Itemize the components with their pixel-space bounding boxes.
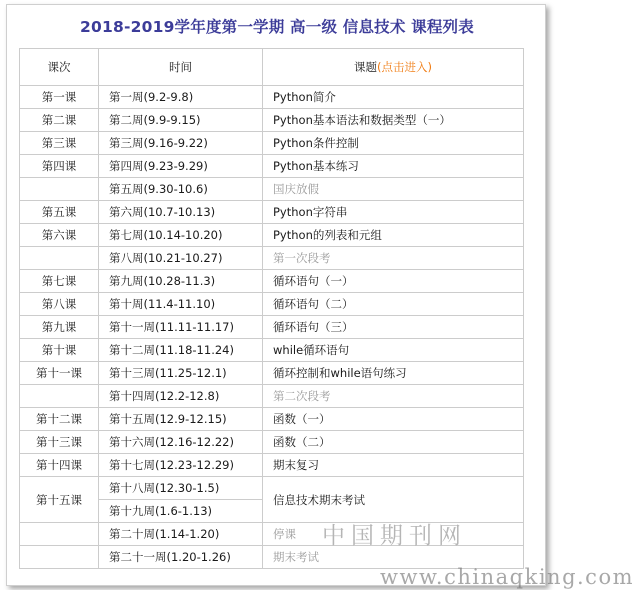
topic-link[interactable]: while循环语句 xyxy=(263,339,524,362)
table-row xyxy=(20,132,524,155)
table-row xyxy=(20,431,524,454)
time-cell: 第一周(9.2-9.8) xyxy=(99,86,263,109)
lesson-cell: 第十三课 xyxy=(20,431,99,454)
topic-link[interactable]: 期末复习 xyxy=(263,454,524,477)
topic-link[interactable]: 循环语句（二） xyxy=(263,293,524,316)
time-cell: 第二周(9.9-9.15) xyxy=(99,109,263,132)
topic-link[interactable]: Python简介 xyxy=(263,86,524,109)
lesson-cell: 第九课 xyxy=(20,316,99,339)
table-row xyxy=(20,477,524,500)
time-cell: 第十三周(11.25-12.1) xyxy=(99,362,263,385)
topic-cell: 国庆放假 xyxy=(263,178,524,201)
lesson-cell: 第十一课 xyxy=(20,362,99,385)
lesson-cell: 第十四课 xyxy=(20,454,99,477)
time-cell: 第四周(9.23-9.29) xyxy=(99,155,263,178)
watermark-cn: 中国期刊网 xyxy=(322,523,467,549)
time-cell: 第七周(10.14-10.20) xyxy=(99,224,263,247)
time-cell: 第十五周(12.9-12.15) xyxy=(99,408,263,431)
time-cell: 第九周(10.28-11.3) xyxy=(99,270,263,293)
lesson-cell: 第六课 xyxy=(20,224,99,247)
time-cell: 第二十一周(1.20-1.26) xyxy=(99,546,263,569)
time-cell: 第十九周(1.6-1.13) xyxy=(99,500,263,523)
time-cell: 第二十周(1.14-1.20) xyxy=(99,523,263,546)
schedule-panel xyxy=(6,4,546,586)
topic-link[interactable]: Python基本语法和数据类型（一） xyxy=(263,109,524,132)
topic-cell: 第二次段考 xyxy=(263,385,524,408)
lesson-cell: 第三课 xyxy=(20,132,99,155)
lesson-cell: 第五课 xyxy=(20,201,99,224)
table-row xyxy=(20,408,524,431)
topic-link[interactable]: 函数（二） xyxy=(263,431,524,454)
header-lesson: 课次 xyxy=(20,49,99,86)
topic-link[interactable]: Python条件控制 xyxy=(263,132,524,155)
time-cell: 第十周(11.4-11.10) xyxy=(99,293,263,316)
topic-link[interactable]: Python的列表和元组 xyxy=(263,224,524,247)
lesson-cell xyxy=(20,385,99,408)
time-cell: 第十四周(12.2-12.8) xyxy=(99,385,263,408)
time-cell: 第十七周(12.23-12.29) xyxy=(99,454,263,477)
time-cell: 第十八周(12.30-1.5) xyxy=(99,477,263,500)
table-row xyxy=(20,454,524,477)
lesson-cell xyxy=(20,546,99,569)
lesson-cell: 第十二课 xyxy=(20,408,99,431)
table-row xyxy=(20,293,524,316)
topic-link[interactable]: 函数（一） xyxy=(263,408,524,431)
table-row xyxy=(20,201,524,224)
time-cell: 第五周(9.30-10.6) xyxy=(99,178,263,201)
page-title: 2018-2019学年度第一学期 高一级 信息技术 课程列表 xyxy=(80,18,474,36)
table-row xyxy=(20,224,524,247)
table-row xyxy=(20,270,524,293)
lesson-cell: 第八课 xyxy=(20,293,99,316)
watermark-url: www.chinaqking.com xyxy=(380,565,634,589)
table-row xyxy=(20,247,524,270)
header-topic xyxy=(263,49,524,86)
lesson-cell: 第一课 xyxy=(20,86,99,109)
topic-cell: 停课 xyxy=(263,523,524,546)
topic-cell: 第一次段考 xyxy=(263,247,524,270)
course-table xyxy=(19,48,524,569)
table-row xyxy=(20,155,524,178)
lesson-cell: 第十课 xyxy=(20,339,99,362)
time-cell: 第六周(10.7-10.13) xyxy=(99,201,263,224)
header-time: 时间 xyxy=(99,49,263,86)
time-cell: 第十二周(11.18-11.24) xyxy=(99,339,263,362)
lesson-cell xyxy=(20,247,99,270)
table-header-row xyxy=(20,49,524,86)
header-topic-link[interactable]: (点击进入) xyxy=(377,60,432,74)
topic-link[interactable]: 循环语句（一） xyxy=(263,270,524,293)
topic-link[interactable]: 循环语句（三） xyxy=(263,316,524,339)
time-cell: 第三周(9.16-9.22) xyxy=(99,132,263,155)
topic-link[interactable]: Python基本练习 xyxy=(263,155,524,178)
table-row xyxy=(20,109,524,132)
table-row xyxy=(20,178,524,201)
table-row xyxy=(20,86,524,109)
header-topic-label: 课题 xyxy=(354,60,377,74)
lesson-cell xyxy=(20,523,99,546)
lesson-cell: 第四课 xyxy=(20,155,99,178)
lesson-cell xyxy=(20,178,99,201)
topic-link[interactable]: 信息技术期末考试 xyxy=(263,477,524,523)
time-cell: 第十一周(11.11-11.17) xyxy=(99,316,263,339)
topic-link[interactable]: 循环控制和while语句练习 xyxy=(263,362,524,385)
topic-cell: 期末考试 xyxy=(263,546,524,569)
table-row xyxy=(20,385,524,408)
lesson-cell: 第十五课 xyxy=(20,477,99,523)
time-cell: 第八周(10.21-10.27) xyxy=(99,247,263,270)
table-row xyxy=(20,339,524,362)
lesson-cell: 第二课 xyxy=(20,109,99,132)
topic-link[interactable]: Python字符串 xyxy=(263,201,524,224)
time-cell: 第十六周(12.16-12.22) xyxy=(99,431,263,454)
lesson-cell: 第七课 xyxy=(20,270,99,293)
table-row xyxy=(20,362,524,385)
table-row xyxy=(20,316,524,339)
